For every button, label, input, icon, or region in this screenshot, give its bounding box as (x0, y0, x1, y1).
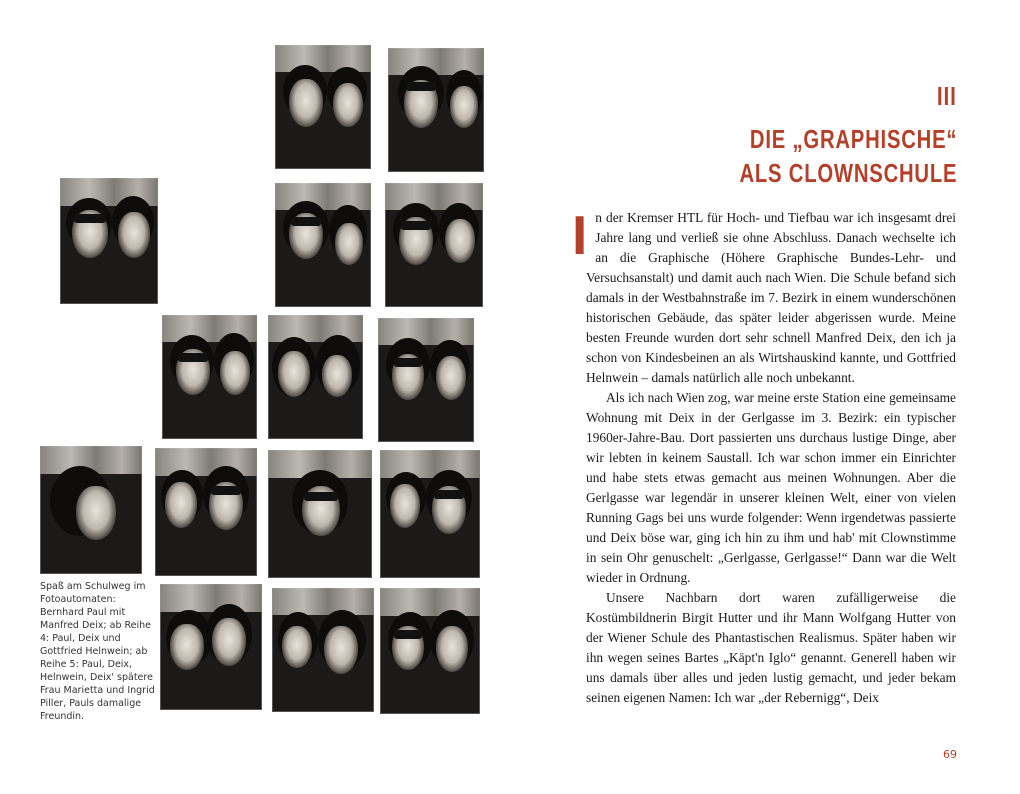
drop-cap: I (572, 204, 588, 266)
photo-booth-image (275, 45, 371, 169)
chapter-title-line: DIE „GRAPHISCHE“ (749, 124, 957, 154)
photo-booth-image (268, 315, 363, 439)
chapter-title (739, 122, 957, 190)
chapter-title-line: ALS CLOWNSCHULE (739, 158, 957, 188)
photo-booth-image (162, 315, 257, 439)
photo-booth-image (160, 584, 262, 710)
chapter-number: III (937, 81, 957, 111)
photo-booth-image (380, 450, 480, 578)
photo-caption: Spaß am Schulweg im Fotoautomaten: Bernhard Paul mit Manfred Deix; ab Reihe 4: Paul, Deix und Gottfried Helnwein; ab Reihe 5: Paul, Deix, Helnwein, Deix' spätere Frau Marietta und Ingrid Piller, Pauls damalige Freundin. (40, 581, 155, 722)
photo-booth-image (155, 448, 257, 576)
body-text (572, 204, 956, 708)
page-number: 69 (943, 748, 957, 761)
paragraph-text: n der Kremser HTL für Hoch- und Tiefbau war ich insgesamt drei Jahre lang und verließ sie ohne Abschluss. Danach wechselte ich an die Graphische (Höhere Graphische Bundes-Lehr- und Versuchsanstalt) und damit auch nach Wien. Die Schule befand sich damals in der Westbahnstraße im 7. Bezirk in einem wunderschönen historischen Gebäude, das später leider abgerissen wurde. Meine besten Freunde wurden dort sehr schnell Manfred Deix, den ich ja schon von Kindesbeinen an als Wirtshauskind kannte, und Gottfried Helnwein – damals natürlich alle noch unbekannt. (586, 210, 956, 385)
paragraph (572, 204, 956, 388)
photo-booth-image (268, 450, 372, 578)
photo-booth-image (272, 588, 374, 712)
photo-booth-image (275, 183, 371, 307)
photo-booth-image (378, 318, 474, 442)
paragraph: Unsere Nachbarn dort waren zufälligerweise die Kostümbildnerin Birgit Hutter und ihr Mann Wolfgang Hutter von der Wiener Schule des Phantastischen Realismus. Später haben wir ihn wegen seines Bartes „Käpt'n Iglo“ genannt. Generell haben wir uns damals über alles und jeden lustig gemacht, und jeder bekam seinen eigenen Namen: Ich war „der Rebernigg“, Deix (586, 590, 956, 705)
photo-booth-image (388, 48, 484, 172)
paragraph: Als ich nach Wien zog, war meine erste Station eine gemeinsame Wohnung mit Deix in der Gerlgasse im 3. Bezirk: ein typischer 1960er-Jahre-Bau. Dort passierten uns durchaus lustige Dinge, aber wir lebten in keinem Saustall. Ich war schon immer ein Einrichter und habe stets etwas gemacht aus meinen Wohnungen. Aber die Gerlgasse war legendär in unserer kleinen Welt, einer von vielen Running Gags bei uns wurde folgender: Wenn irgendetwas passierte und Deix böse war, ging ich hin zu ihm und hab' mit Clownstimme in sein Ohr genuschelt: „Gerlgasse, Gerlgasse!“ Dann war die Welt wieder in Ordnung. (586, 390, 956, 585)
photo-booth-image (385, 183, 483, 307)
photo-booth-image (60, 178, 158, 304)
photo-booth-image (380, 588, 480, 714)
photo-booth-image (40, 446, 142, 574)
